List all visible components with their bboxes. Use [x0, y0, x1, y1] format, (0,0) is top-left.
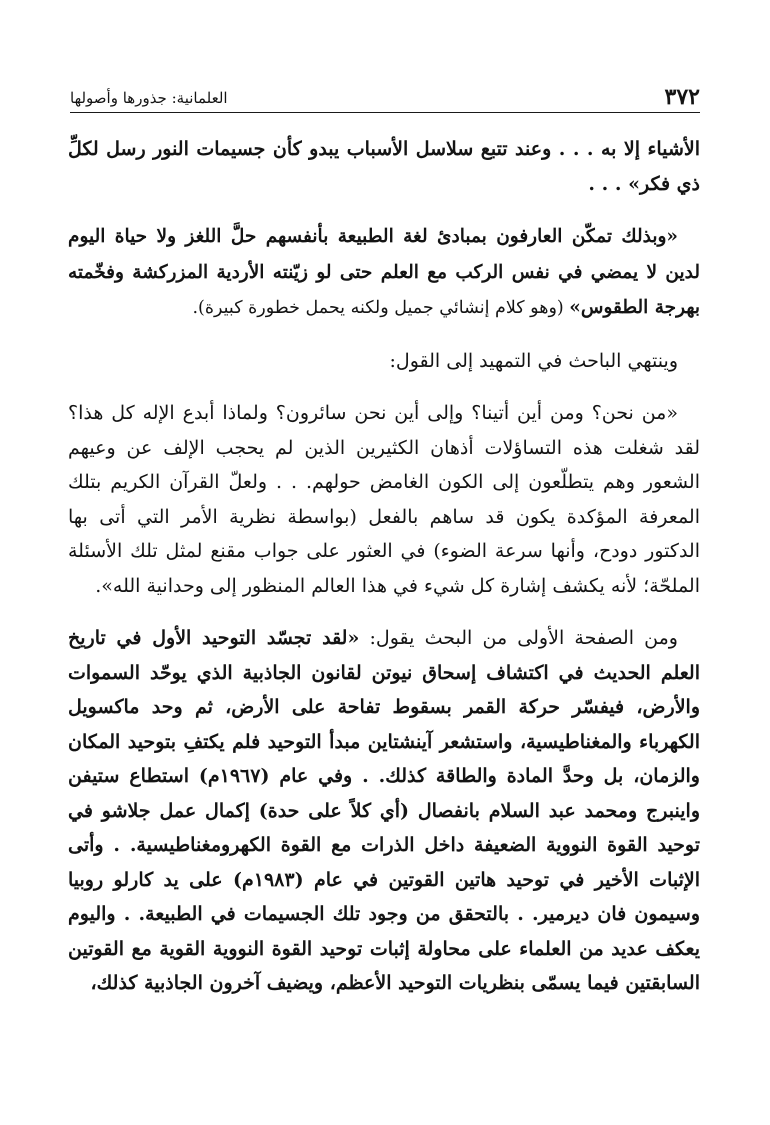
paragraph-intro — [68, 344, 700, 379]
paragraph-quote-unification — [68, 621, 700, 1001]
paragraph-text: وينتهي الباحث في التمهيد إلى القول: — [389, 349, 678, 372]
paragraph-continuation — [68, 132, 700, 201]
quote-bold-text: «وبذلك تمكّن العارفون بمبادئ لغة الطبيعة بأنفسهم حلَّ اللغز ولا حياة اليوم لدين لا يمضي في نفس الركب مع العلم حتى لو زيّنته الأردية المزركشة وفخّمته بهرجة الطقوس» — [68, 226, 700, 318]
intro-text: ومن الصفحة الأولى من البحث يقول: — [359, 627, 678, 649]
paragraph-quote-questions — [68, 396, 700, 603]
page-number: ٣٧٢ — [664, 84, 700, 110]
author-commentary: (وهو كلام إنشائي جميل ولكنه يحمل خطورة كبيرة). — [192, 298, 570, 318]
quote-bold-text: «لقد تجسّد التوحيد الأول في تاريخ العلم الحديث في اكتشاف إسحاق نيوتن لقانون الجاذبية الذي يوحّد السموات والأرض، فيفسّر حركة القمر بسقوط تفاحة على الأرض، ثم وحد ماكسويل الكهرباء والمغناطيسية، واستشعر آينشتاين مبدأ التوحيد فلم يكتفِ بتوحيد المكان والزمان، بل وحدَّ المادة والطاقة كذلك. . وفي عام (١٩٦٧م) استطاع ستيفن واينبرج ومحمد عبد السلام بانفصال (أي كلاً على حدة) إكمال عمل جلاشو في توحيد القوة النووية الضعيفة داخل الذرات مع القوة الكهرومغناطيسية. . وأتى الإثبات الأخير في توحيد هاتين القوتين في عام (١٩٨٣م) على يد كارلو روبيا وسيمون فان ديرمير. . بالتحقق من وجود تلك الجسيمات في الطبيعة. . واليوم يعكف عديد من العلماء على محاولة إثبات توحيد القوة النووية القوية مع القوتين السابقتين فيما يسمّى بنظريات التوحيد الأعظم، ويضيف آخرون الجاذبية كذلك، — [68, 627, 700, 994]
paragraph-text: الأشياء إلا به . . . وعند تتبع سلاسل الأسباب يبدو كأن جسيمات النور رسل لكلِّ ذي فكر» . . . — [68, 138, 700, 195]
body-text — [68, 132, 700, 1001]
paragraph-text: «من نحن؟ ومن أين أتينا؟ وإلى أين نحن سائرون؟ ولماذا أبدع الإله كل هذا؟ لقد شغلت هذه التساؤلات أذهان الكثيرين الذين لم يحجب الإلف عن وعيهم الشعور وهم يتطلّعون إلى الكون الغامض حولهم. . . ولعلّ القرآن الكريم بتلك المعرفة المؤكدة يكون قد ساهم بالفعل (بواسطة نظرية الأمر التي أتى بها الدكتور دودح، وأنها سرعة الضوء) في العثور على جواب مقنع لمثل تلك الأسئلة الملحّة؛ لأنه يكشف إشارة كل شيء في هذا العالم المنظور إلى وحدانية الله». — [68, 402, 700, 597]
running-title: العلمانية: جذورها وأصولها — [70, 87, 236, 112]
running-header — [70, 82, 700, 113]
paragraph-quote-nature — [68, 219, 700, 326]
